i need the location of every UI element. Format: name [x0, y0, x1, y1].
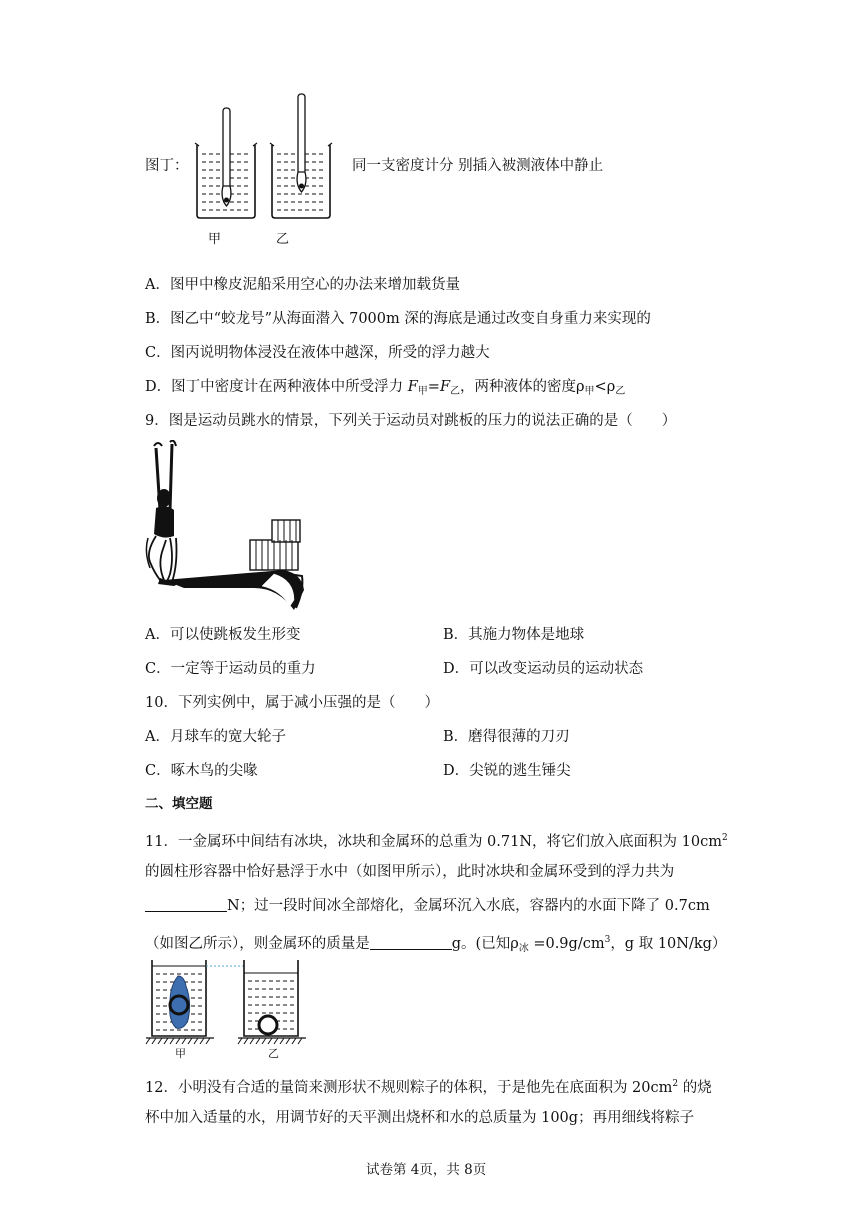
q9-stem: 9．图是运动员跳水的情景，下列关于运动员对跳板的压力的说法正确的是（ ）: [145, 413, 677, 429]
q11-line4-sub: 冰: [518, 943, 529, 954]
fig-ding-label: 图丁：: [145, 158, 189, 174]
q8-option-b: B．图乙中“蛟龙号”从海面潜入 7000m 深的海底是通过改变自身重力来实现的: [145, 311, 651, 327]
fig-ding-caption: 同一支密度计分 别插入被测液体中静止: [352, 158, 604, 174]
q11-line4: [145, 930, 726, 959]
q8-d-middle: ，两种液体的密度ρ: [460, 379, 585, 395]
q10-option-a: A．月球车的宽大轮子: [145, 729, 286, 745]
q11-blank-1[interactable]: [145, 897, 227, 912]
q8-d-eq: =F: [427, 379, 451, 395]
q11-line4-d: ，g 取 10N/kg）: [610, 936, 727, 952]
fig-ding-right-label: 乙: [276, 232, 290, 247]
q9-option-a: A．可以使跳板发生形变: [145, 627, 301, 643]
q12-line1-sup: 2: [672, 1079, 679, 1089]
q12-line1-text: 12．小明没有合适的量筒来测形状不规则粽子的体积，于是他先在底面积为 20cm: [145, 1080, 673, 1096]
q11-blank-2[interactable]: [370, 935, 452, 950]
q10-option-d: D．尖锐的逃生锤尖: [443, 763, 571, 779]
q11-line1-sup: 2: [721, 833, 728, 843]
q12-line2: 杯中加入适量的水，用调节好的天平测出烧杯和水的总质量为 100g；再用细线将粽子: [145, 1110, 695, 1126]
q8-d-prefix: D．图丁中密度计在两种液体中所受浮力: [145, 379, 404, 395]
section-title: 二、填空题: [145, 796, 213, 812]
q11-line4-sup: 3: [604, 935, 611, 945]
q8-d-sub1: 甲: [417, 386, 428, 397]
q11-line4-b: g。(已知ρ: [451, 936, 519, 952]
ice-ring-figure: [144, 958, 314, 1054]
q10-stem: 10．下列实例中，属于减小压强的是（ ）: [145, 695, 439, 711]
page-footer: 试卷第 4页，共 8页: [366, 1162, 487, 1178]
q11-line3-text: N；过一段时间冰全部熔化，金属环沉入水底，容器内的水面下降了 0.7cm: [227, 898, 710, 914]
q12-line1-tail: 的烧: [678, 1080, 712, 1096]
q11-line4-a: （如图乙所示），则金属环的质量是: [145, 936, 370, 952]
q9-option-b: B．其施力物体是地球: [443, 627, 585, 643]
q11-line3: [145, 896, 710, 916]
hydrometer-figure: [192, 90, 342, 250]
q8-d-sub3: 甲: [584, 386, 595, 397]
q8-d-f: F: [407, 379, 418, 395]
q10-option-c: C．啄木鸟的尖喙: [145, 763, 258, 779]
q10-option-b: B．磨得很薄的刀刃: [443, 729, 570, 745]
q8-d-sub2: 乙: [450, 386, 461, 397]
q8-option-c: C．图丙说明物体浸没在液体中越深，所受的浮力越大: [145, 345, 490, 361]
q8-option-d: [145, 377, 625, 402]
q12-line1: [145, 1074, 712, 1098]
q8-d-lt: <ρ: [594, 379, 616, 395]
q11-line2: 的圆柱形容器中恰好悬浮于水中（如图甲所示），此时冰块和金属环受到的浮力共为: [145, 864, 675, 880]
fig-ding-left-label: 甲: [208, 232, 222, 247]
q11-line4-c: =0.9g/cm: [528, 936, 605, 952]
q11-fig-left-label: 甲: [175, 1047, 186, 1060]
q8-d-sub4: 乙: [615, 386, 626, 397]
q9-option-c: C．一定等于运动员的重力: [145, 661, 316, 677]
q11-fig-right-label: 乙: [268, 1047, 279, 1060]
diver-figure: [144, 440, 314, 618]
q8-option-a: A．图甲中橡皮泥船采用空心的办法来增加载货量: [145, 277, 460, 293]
q11-line1: [145, 828, 728, 852]
q9-option-d: D．可以改变运动员的运动状态: [443, 661, 644, 677]
q11-line1-text: 11．一金属环中间结有冰块，冰块和金属环的总重为 0.71N，将它们放入底面积为 10cm: [145, 834, 722, 850]
